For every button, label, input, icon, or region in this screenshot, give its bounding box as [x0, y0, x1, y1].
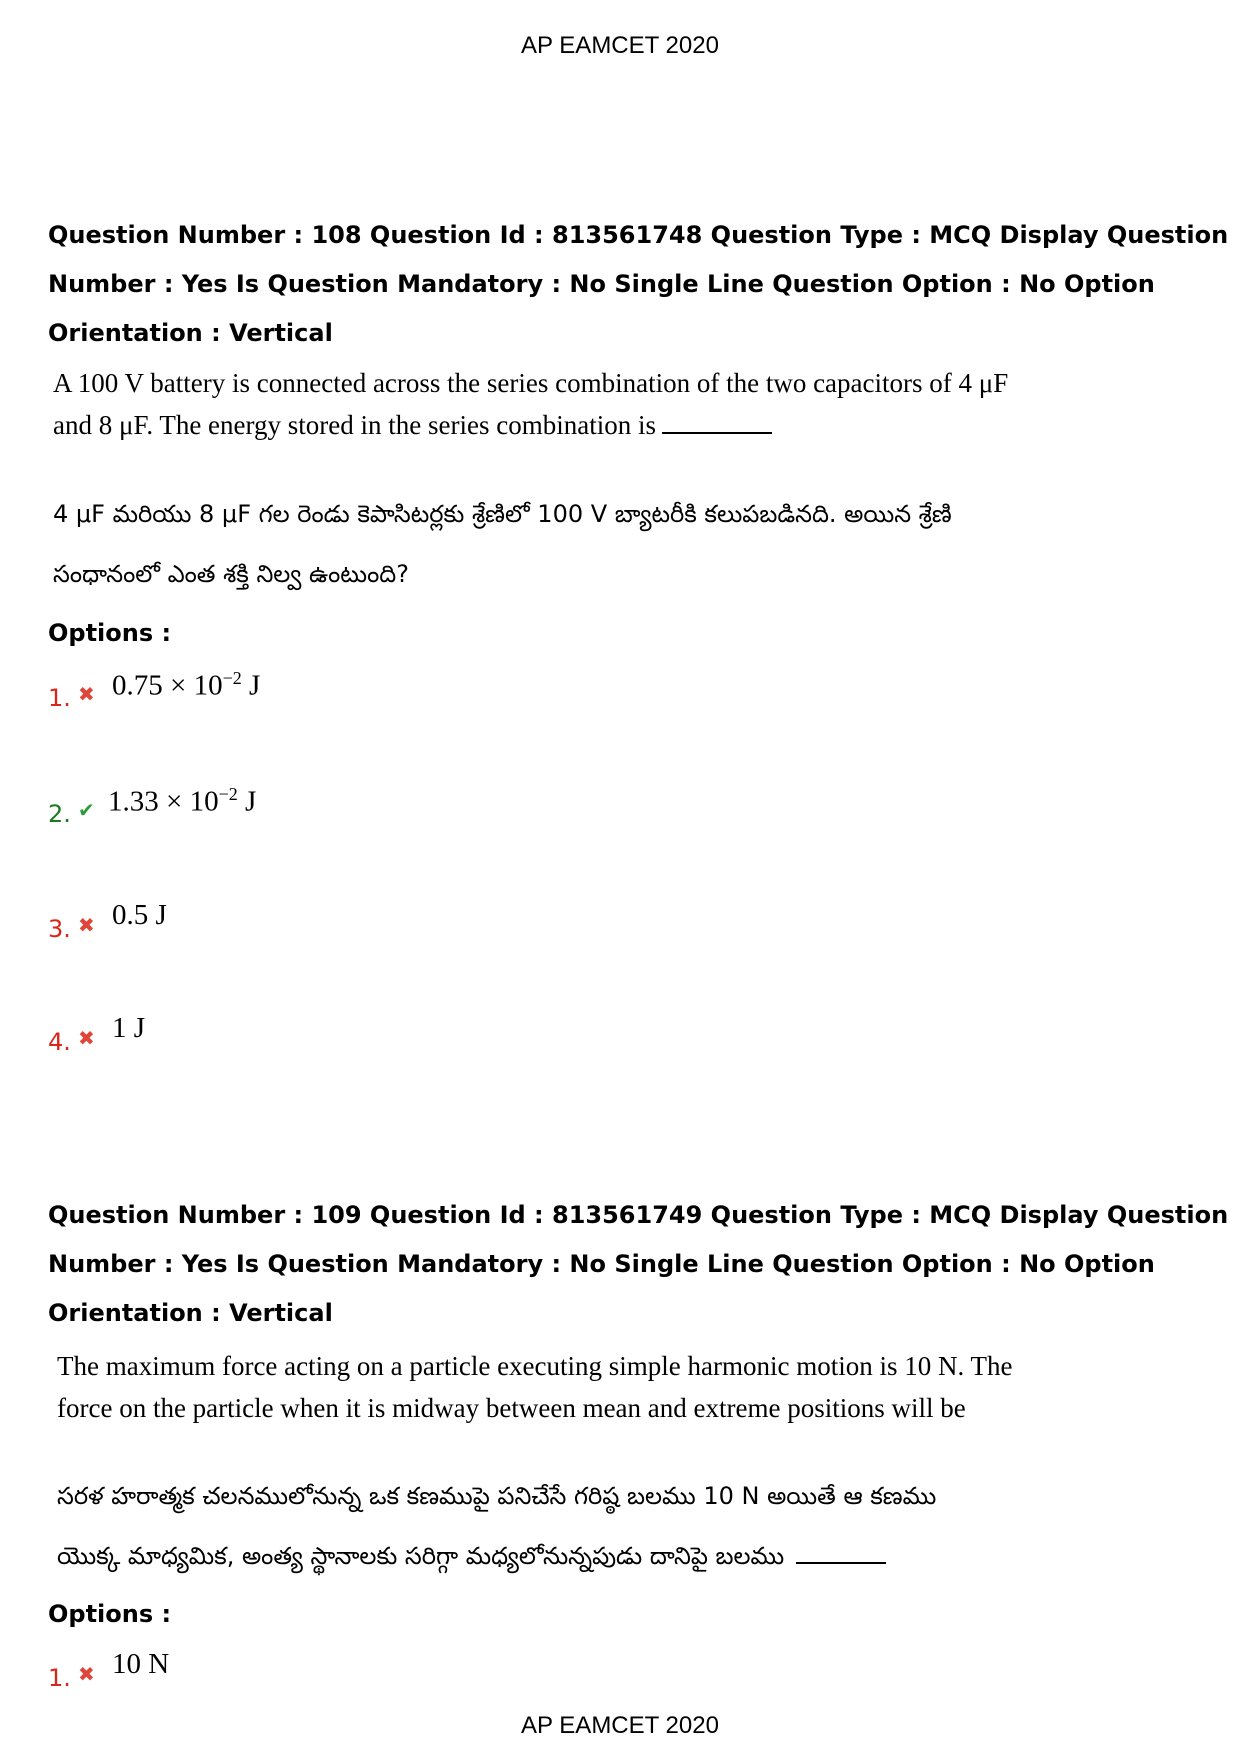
option-value: 0.5 J [112, 899, 167, 931]
question-text-line: and 8 μF. The energy stored in the series combination is [53, 404, 1008, 446]
telugu-text-line: సంధానంలో ఎంత శక్తి నిల్వ ఉంటుంది? [53, 560, 409, 588]
option-number: 1. [48, 684, 71, 712]
option-number: 2. [48, 800, 71, 828]
question-108-english [53, 362, 1008, 446]
option-4 [48, 1012, 448, 1062]
option-value: 1 J [112, 1012, 146, 1044]
page-footer: AP EAMCET 2020 [521, 1712, 719, 1739]
cross-icon: ✖ [78, 1662, 95, 1686]
page-header: AP EAMCET 2020 [521, 32, 719, 59]
question-text-line: The maximum force acting on a particle executing simple harmonic motion is 10 N. The [57, 1351, 1013, 1381]
option-value: $1.33 \times 10^{-2}$ J [108, 784, 257, 818]
option-2 [48, 784, 448, 834]
cross-icon: ✖ [78, 913, 95, 937]
option-3 [48, 899, 448, 949]
answer-blank [796, 1562, 886, 1564]
telugu-text-line: సరళ హరాత్మక చలనములోనున్న ఒక కణముపై పనిచేసే గరిష్ఠ బలము 10 N అయితే ఆ కణము [57, 1482, 937, 1510]
question-text-line: A 100 V battery is connected across the series combination of the two capacitors of 4 μF [53, 368, 1009, 398]
option-1 [48, 668, 448, 718]
question-text-line: force on the particle when it is midway between mean and extreme positions will be [57, 1393, 966, 1423]
meta-line: Number : Yes Is Question Mandatory : No Single Line Question Option : No Option [48, 270, 1155, 298]
meta-line: Question Number : 109 Question Id : 813561749 Question Type : MCQ Display Question [48, 1201, 1229, 1229]
question-108-telugu [53, 484, 952, 604]
meta-line: Orientation : Vertical [48, 319, 333, 347]
question-109-meta [48, 1191, 1229, 1338]
telugu-text-line: యొక్క మాధ్యమిక, అంత్య స్థానాలకు సరిగ్గా మధ్యలోనున్నపుడు దానిపై బలము [57, 1526, 936, 1586]
option-number: 3. [48, 915, 71, 943]
option-value: 10 N [112, 1648, 170, 1680]
cross-icon: ✖ [78, 682, 95, 706]
option-value: $0.75 \times 10^{-2}$ J [112, 668, 261, 702]
telugu-text-line: 4 μF మరియు 8 μF గల రెండు కెపాసిటర్లకు శ్రేణిలో 100 V బ్యాటరీకి కలుపబడినది. అయిన శ్రేణి [53, 500, 952, 528]
cross-icon: ✖ [78, 1026, 95, 1050]
options-label: Options : [48, 619, 172, 647]
options-label: Options : [48, 1600, 172, 1628]
question-109-english [57, 1345, 1012, 1429]
question-109-telugu [57, 1466, 936, 1586]
meta-line: Number : Yes Is Question Mandatory : No Single Line Question Option : No Option [48, 1250, 1155, 1278]
check-icon: ✔ [78, 798, 95, 822]
meta-line: Question Number : 108 Question Id : 813561748 Question Type : MCQ Display Question [48, 221, 1229, 249]
option-number: 1. [48, 1664, 71, 1692]
question-108-meta [48, 211, 1229, 358]
meta-line: Orientation : Vertical [48, 1299, 333, 1327]
option-1 [48, 1648, 448, 1698]
answer-blank [662, 432, 772, 434]
option-number: 4. [48, 1028, 71, 1056]
